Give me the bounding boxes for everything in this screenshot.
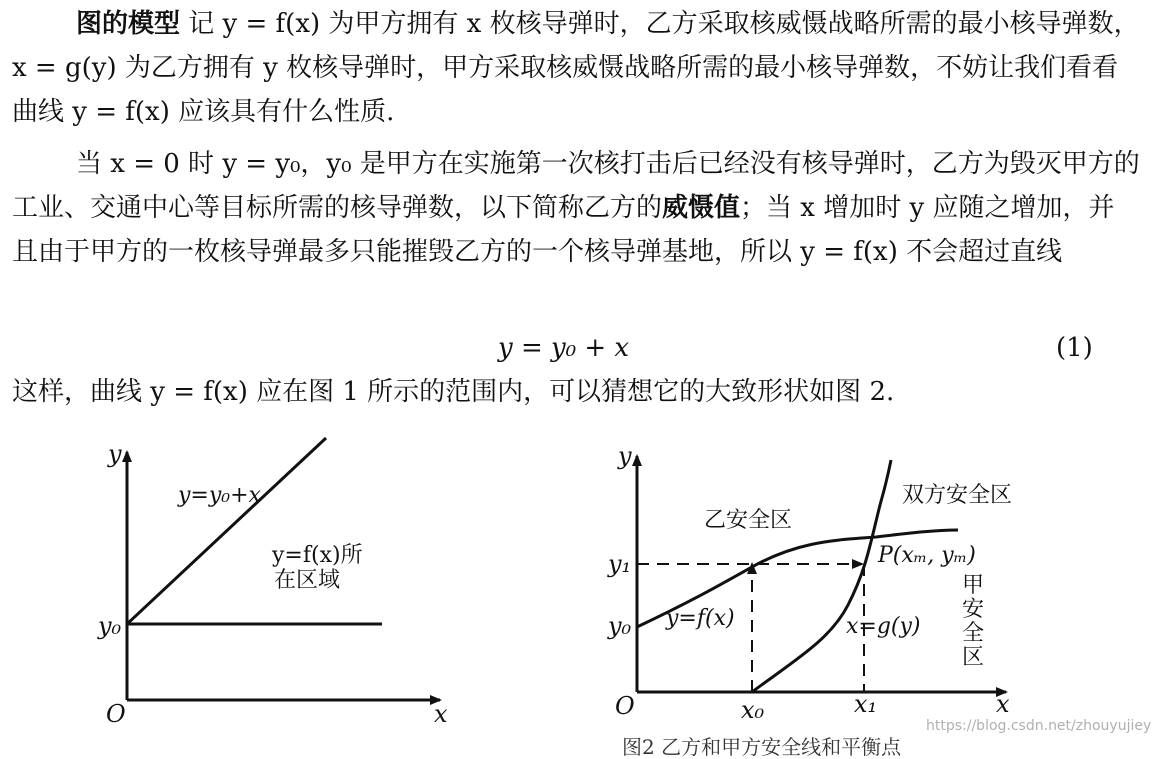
fig1-region-label-1: y=f(x)所 <box>272 543 363 568</box>
paragraph-conjecture: 这样，曲线 y = f(x) 应在图 1 所示的范围内，可以猜想它的大致形状如图 2. <box>12 377 895 407</box>
fig1-y0-label: y₀ <box>98 612 122 640</box>
deterrence-value-term: 威慑值 <box>662 193 741 223</box>
figure-2 <box>607 442 1012 724</box>
fig2-region-jia-char: 甲 <box>962 573 987 598</box>
fig1-line-label: y=y₀+x <box>178 483 261 508</box>
fig2-region-jia <box>962 573 986 670</box>
fig1-region-label-2: 在区域 <box>274 568 341 593</box>
fig2-origin-label: O <box>615 692 635 720</box>
fig2-region-jia-char: 全 <box>962 621 987 646</box>
fig2-x0-label: x₀ <box>741 696 765 724</box>
watermark: https://blog.csdn.net/zhouyujiey <box>926 718 1152 734</box>
fig1-x-axis-label: x <box>434 700 448 728</box>
fig2-region-jia-char: 区 <box>962 645 987 670</box>
fig2-curve-g <box>752 460 891 692</box>
fig1-origin-label: O <box>106 700 126 728</box>
fig1-upper-bound-line <box>127 438 326 624</box>
fig2-point-p-label: P(xₘ, yₘ) <box>878 543 976 568</box>
fig2-y-axis-label: y <box>618 442 632 470</box>
fig2-region-yi: 乙安全区 <box>704 508 793 533</box>
figure-caption-cut: 图2 乙方和甲方安全线和平衡点 <box>622 735 902 759</box>
paragraph-model-text: 记 y = f(x) 为甲方拥有 x 枚核导弹时，乙方采取核威慑战略所需的最小核导弹数，x = g(y) 为乙方拥有 y 枚核导弹时，甲方采取核威慑战略所需的最小核导弹数，不妨让我们看看曲线 y = f(x) 应该具有什么性质. <box>12 9 1140 127</box>
fig2-x-axis-label: x <box>996 690 1010 718</box>
fig2-curve-g-label: x=g(y) <box>846 614 921 639</box>
equation-number: (1) <box>1056 333 1093 363</box>
paragraph-deterrence-text-b: ；当 x 增加时 y 应随之增加，并且由于甲方的一枚核导弹最多只能摧毁乙方的一个核导弹基地，所以 y = f(x) 不会超过直线 <box>12 193 1115 267</box>
fig2-y1-label: y₁ <box>608 550 632 578</box>
fig2-x1-label: x₁ <box>854 690 878 718</box>
fig2-region-both: 双方安全区 <box>902 483 1013 508</box>
fig2-region-jia-char: 安 <box>962 597 987 622</box>
figure-1 <box>97 438 448 728</box>
fig2-y0-label: y₀ <box>608 612 632 640</box>
paragraph-deterrence-text-a: 当 x = 0 时 y = y₀，y₀ 是甲方在实施第一次核打击后已经没有核导弹时，乙方为毁灭甲方的工业、交通中心等目标所需的核导弹数，以下简称乙方的 <box>12 149 1140 223</box>
fig1-y-axis-label: y <box>108 440 122 468</box>
equation-expression: y = y₀ + x <box>498 333 630 363</box>
section-heading: 图的模型 <box>76 9 181 39</box>
fig2-curve-f-label: y=f(x) <box>666 606 735 631</box>
